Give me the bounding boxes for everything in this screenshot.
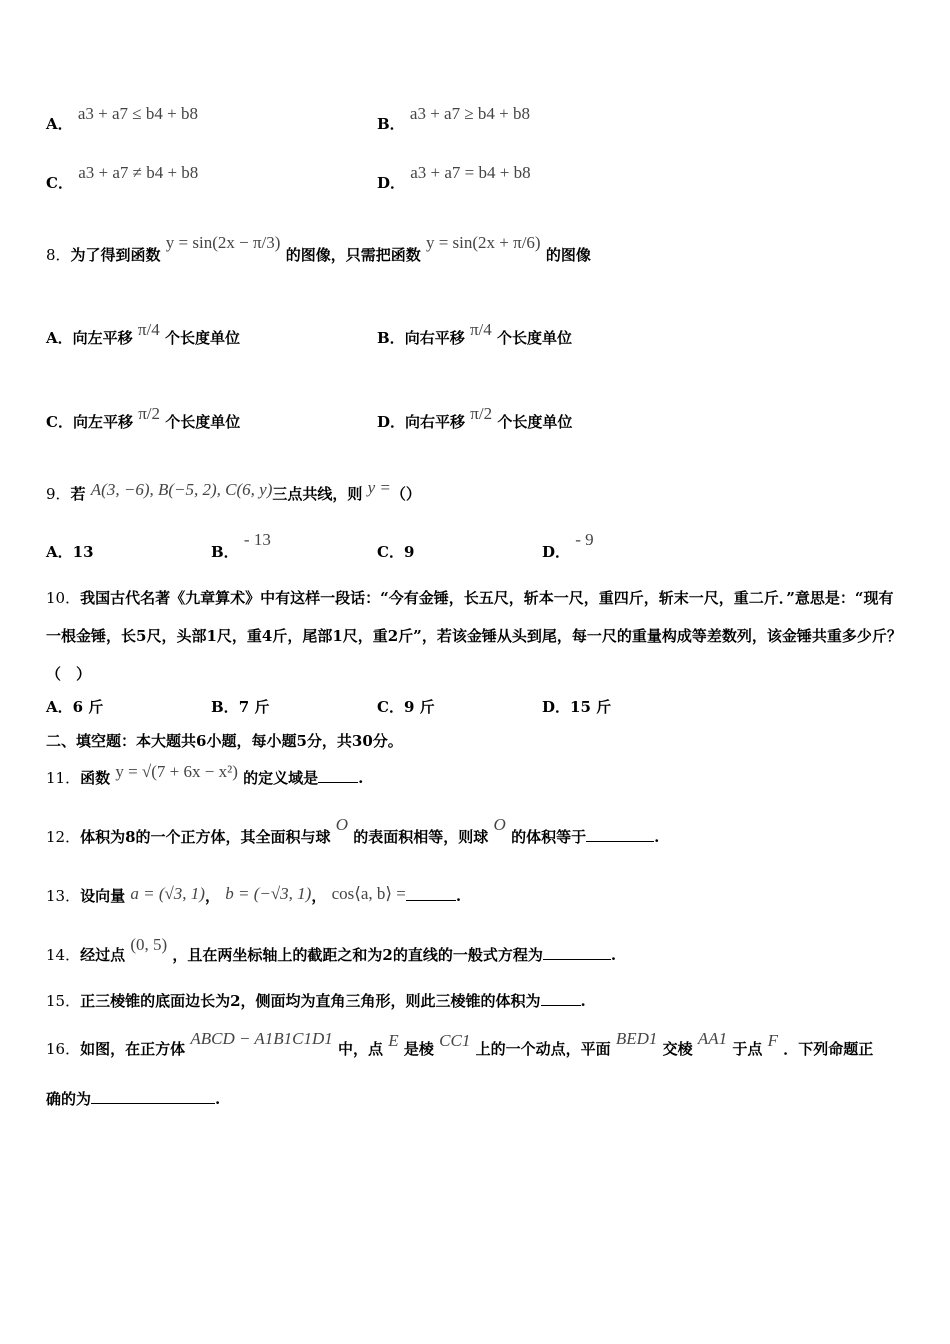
q7-option-b-expr: a3 + a7 ≥ b4 + b8 xyxy=(409,104,531,123)
q13-answer-blank[interactable] xyxy=(406,886,456,901)
q7-option-c: C． a3 + a7 ≠ b4 + b8 xyxy=(46,163,199,192)
q8-option-c: C．向左平移 π/2 个长度单位 xyxy=(46,404,241,431)
q16-cube: ABCD − A1B1C1D1 xyxy=(190,1029,333,1048)
q9-option-b: B． - 13 xyxy=(211,530,271,561)
q7-option-a: A． a3 + a7 ≤ b4 + b8 xyxy=(46,104,198,133)
q10-option-c: C．9 斤 xyxy=(377,698,435,716)
q13-vector-a: a = (√3, 1) xyxy=(130,884,205,903)
q14-answer-blank[interactable] xyxy=(543,945,611,960)
q13-vector-b: b = (−√3, 1) xyxy=(225,884,312,903)
q8-option-b: B．向右平移 π/4 个长度单位 xyxy=(377,320,572,347)
question-16-cont: 确的为 . xyxy=(46,1090,221,1108)
q7-option-d-expr: a3 + a7 = b4 + b8 xyxy=(410,163,531,182)
q15-answer-blank[interactable] xyxy=(541,991,581,1006)
question-9: 9．若 A(3, −6), B(−5, 2), C(6, y)三点共线，则 y =（） xyxy=(46,478,421,503)
q13-cos: cos⟨a, b⟩ = xyxy=(331,884,406,903)
q7-option-d: D． a3 + a7 = b4 + b8 xyxy=(377,163,531,192)
q9-option-c: C．9 xyxy=(377,543,415,561)
question-11: 11．函数 y = √(7 + 6x − x²) 的定义域是 . xyxy=(46,762,364,787)
q7-option-b: B． a3 + a7 ≥ b4 + b8 xyxy=(377,104,531,133)
q10-option-d: D．15 斤 xyxy=(542,698,612,716)
q8-option-d: D．向右平移 π/2 个长度单位 xyxy=(377,404,573,431)
q12-answer-blank[interactable] xyxy=(586,827,654,842)
question-15: 15．正三棱锥的底面边长为2，侧面均为直角三角形，则此三棱锥的体积为 . xyxy=(46,992,586,1010)
q10-option-b: B．7 斤 xyxy=(211,698,270,716)
q16-answer-blank[interactable] xyxy=(91,1089,215,1104)
q11-expr: y = √(7 + 6x − x²) xyxy=(115,762,238,781)
q8-option-a: A．向左平移 π/4 个长度单位 xyxy=(46,320,240,347)
question-8: 8．为了得到函数 y = sin(2x − π/3) 的图像，只需把函数 y = sin(2x + π/6) 的图像 xyxy=(46,233,591,264)
question-12: 12．体积为8的一个正方体，其全面积与球 O 的表面积相等，则球 O 的体积等于 . xyxy=(46,815,660,846)
q11-answer-blank[interactable] xyxy=(318,768,358,783)
section-2-heading: 二、填空题：本大题共6小题，每小题5分，共30分。 xyxy=(46,732,403,750)
q9-option-a: A．13 xyxy=(46,543,94,561)
question-16: 16．如图，在正方体 ABCD − A1B1C1D1 中，点 E 是棱 CC1 上的一个动点，平面 BED1 交棱 AA1 于点 F ．下列命题正 xyxy=(46,1029,874,1058)
question-13: 13．设向量 a = (√3, 1)， b = (−√3, 1)， cos⟨a, b⟩ = . xyxy=(46,884,462,905)
q7-option-a-expr: a3 + a7 ≤ b4 + b8 xyxy=(77,104,198,123)
q14-point: (0, 5) xyxy=(130,935,168,954)
q7-option-c-expr: a3 + a7 ≠ b4 + b8 xyxy=(78,163,199,182)
q8-function-1: y = sin(2x − π/3) xyxy=(165,233,281,252)
q8-function-2: y = sin(2x + π/6) xyxy=(425,233,541,252)
q9-points: A(3, −6), B(−5, 2), C(6, y) xyxy=(90,480,273,499)
question-14: 14．经过点 (0, 5) ，且在两坐标轴上的截距之和为2的直线的一般式方程为 . xyxy=(46,935,617,964)
q9-option-d: D． - 9 xyxy=(542,530,594,561)
q10-option-a: A．6 斤 xyxy=(46,698,104,716)
question-10: 10．我国古代名著《九章算术》中有这样一段话：“今有金锤，长五尺，斩本一尺，重四斤，斩末一尺，重二斤．”意思是：“现有一根金锤，长5尺，头部1尺，重4斤，尾部1尺，重2斤”，若该金锤从头到尾，每一尺的重量构成等差数列，该金锤共重多少斤？（ ） xyxy=(46,589,902,683)
